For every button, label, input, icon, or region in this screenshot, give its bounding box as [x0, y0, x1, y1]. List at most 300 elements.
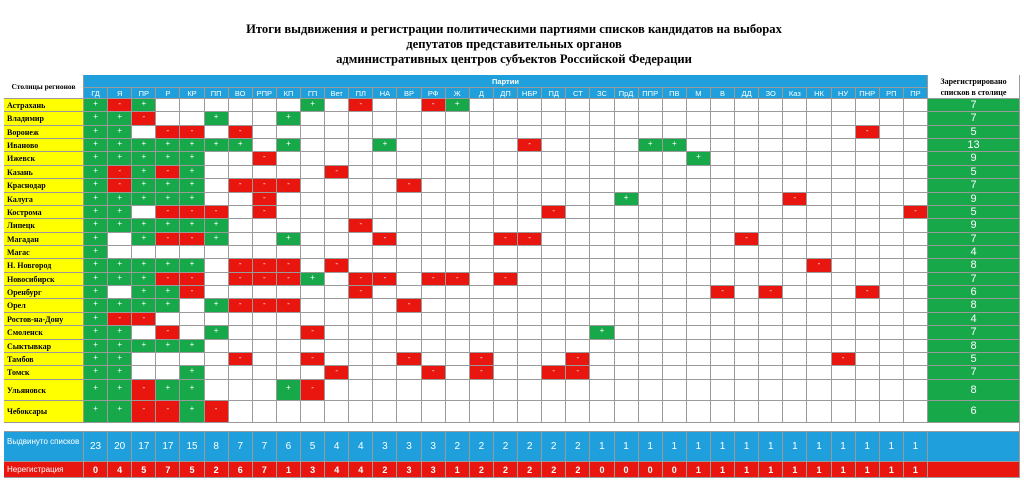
- party-cell: [663, 126, 687, 139]
- party-header: ДД: [735, 88, 759, 99]
- party-cell: [397, 99, 421, 112]
- party-cell: -: [397, 353, 421, 366]
- party-cell: -: [277, 299, 301, 312]
- party-cell: [615, 286, 639, 299]
- party-cell: [422, 246, 446, 259]
- party-header: СТ: [566, 88, 590, 99]
- party-cell: [397, 206, 421, 219]
- party-cell: [542, 233, 566, 246]
- party-cell: [783, 152, 807, 165]
- party-cell: [759, 246, 783, 259]
- city-name: Чебоксары: [4, 401, 84, 423]
- party-cell: [253, 340, 277, 353]
- party-cell: +: [84, 246, 108, 259]
- party-header: ПВ: [663, 88, 687, 99]
- party-cell: [542, 179, 566, 192]
- not-registered-label: Нерегистрация: [4, 462, 84, 478]
- party-cell: [904, 193, 928, 206]
- party-cell: [518, 99, 542, 112]
- party-cell: [759, 340, 783, 353]
- party-cell: +: [156, 219, 180, 232]
- party-cell: [856, 246, 880, 259]
- party-cell: [422, 219, 446, 232]
- party-cell: +: [84, 340, 108, 353]
- party-cell: -: [301, 380, 325, 402]
- party-cell: [422, 353, 446, 366]
- party-cell: [253, 112, 277, 125]
- party-cell: [904, 219, 928, 232]
- party-cell: -: [277, 179, 301, 192]
- party-cell: [397, 233, 421, 246]
- party-cell: -: [253, 152, 277, 165]
- party-cell: [711, 179, 735, 192]
- party-cell: [832, 139, 856, 152]
- party-cell: [856, 112, 880, 125]
- party-header: РПР: [253, 88, 277, 99]
- party-cell: [856, 353, 880, 366]
- party-cell: +: [108, 299, 132, 312]
- party-cell: [397, 166, 421, 179]
- party-cell: [639, 286, 663, 299]
- party-cell: [663, 340, 687, 353]
- party-cell: [301, 112, 325, 125]
- nominated-count: 17: [156, 432, 180, 462]
- party-cell: [711, 233, 735, 246]
- party-header: ВО: [229, 88, 253, 99]
- party-cell: [277, 353, 301, 366]
- party-cell: [711, 299, 735, 312]
- party-cell: [783, 139, 807, 152]
- party-cell: +: [180, 166, 204, 179]
- party-cell: [277, 401, 301, 423]
- nominated-count: 4: [349, 432, 373, 462]
- party-cell: [711, 246, 735, 259]
- party-cell: [639, 193, 663, 206]
- party-cell: [180, 299, 204, 312]
- party-cell: [518, 380, 542, 402]
- not-registered-count: 7: [156, 462, 180, 478]
- party-cell: -: [156, 206, 180, 219]
- party-cell: [590, 139, 614, 152]
- city-name: Владимир: [4, 112, 84, 125]
- party-cell: +: [132, 299, 156, 312]
- party-cell: +: [590, 326, 614, 339]
- party-cell: [373, 193, 397, 206]
- party-cell: [566, 313, 590, 326]
- party-cell: [590, 313, 614, 326]
- party-cell: [856, 273, 880, 286]
- party-cell: +: [156, 139, 180, 152]
- nominated-count: 4: [325, 432, 349, 462]
- party-cell: [783, 273, 807, 286]
- party-cell: -: [422, 366, 446, 379]
- party-cell: [373, 112, 397, 125]
- not-registered-count: 1: [856, 462, 880, 478]
- party-cell: [735, 401, 759, 423]
- registered-count: 4: [928, 246, 1020, 259]
- party-cell: [807, 179, 831, 192]
- party-cell: [108, 246, 132, 259]
- party-cell: [880, 206, 904, 219]
- party-cell: [494, 299, 518, 312]
- party-cell: [446, 193, 470, 206]
- party-header: В: [711, 88, 735, 99]
- party-cell: [615, 380, 639, 402]
- party-cell: [832, 273, 856, 286]
- party-cell: [349, 126, 373, 139]
- nominated-label: Выдвинуто списков: [4, 432, 84, 462]
- party-cell: +: [108, 152, 132, 165]
- party-cell: [687, 139, 711, 152]
- party-cell: [663, 193, 687, 206]
- party-cell: [253, 366, 277, 379]
- party-cell: [470, 401, 494, 423]
- party-cell: [470, 112, 494, 125]
- party-cell: [856, 259, 880, 272]
- party-cell: +: [132, 152, 156, 165]
- party-cell: [783, 99, 807, 112]
- party-cell: +: [446, 99, 470, 112]
- nominated-count: 7: [229, 432, 253, 462]
- party-cell: +: [205, 299, 229, 312]
- party-cell: [687, 380, 711, 402]
- party-cell: [180, 313, 204, 326]
- city-name: Сыктывкар: [4, 340, 84, 353]
- party-cell: [759, 193, 783, 206]
- party-header: ППР: [639, 88, 663, 99]
- party-cell: [494, 206, 518, 219]
- party-cell: -: [229, 259, 253, 272]
- party-cell: [542, 340, 566, 353]
- party-cell: [880, 259, 904, 272]
- not-registered-count: 2: [494, 462, 518, 478]
- party-cell: -: [180, 206, 204, 219]
- party-cell: +: [180, 219, 204, 232]
- party-cell: [205, 340, 229, 353]
- party-cell: [856, 99, 880, 112]
- party-cell: [663, 166, 687, 179]
- party-cell: [832, 99, 856, 112]
- party-cell: [687, 99, 711, 112]
- party-cell: +: [687, 152, 711, 165]
- party-cell: [277, 219, 301, 232]
- party-cell: +: [132, 233, 156, 246]
- party-cell: +: [132, 286, 156, 299]
- party-cell: [566, 152, 590, 165]
- party-cell: [422, 166, 446, 179]
- party-cell: [397, 112, 421, 125]
- party-cell: [615, 273, 639, 286]
- party-header: ПП: [205, 88, 229, 99]
- party-cell: [783, 313, 807, 326]
- party-cell: [253, 353, 277, 366]
- party-cell: [205, 166, 229, 179]
- not-registered-count: 2: [518, 462, 542, 478]
- party-cell: [301, 179, 325, 192]
- party-cell: [205, 380, 229, 402]
- party-cell: [590, 166, 614, 179]
- party-cell: [518, 152, 542, 165]
- party-cell: -: [229, 179, 253, 192]
- party-cell: [783, 326, 807, 339]
- nominated-count: 2: [494, 432, 518, 462]
- party-cell: +: [180, 401, 204, 423]
- party-cell: [566, 126, 590, 139]
- party-cell: [373, 152, 397, 165]
- party-cell: [663, 353, 687, 366]
- party-cell: -: [277, 259, 301, 272]
- party-cell: [615, 326, 639, 339]
- party-cell: [904, 313, 928, 326]
- party-cell: [639, 401, 663, 423]
- party-cell: [615, 112, 639, 125]
- party-header: М: [687, 88, 711, 99]
- party-cell: [132, 206, 156, 219]
- party-cell: [446, 219, 470, 232]
- party-cell: [687, 193, 711, 206]
- party-cell: [229, 233, 253, 246]
- party-cell: [518, 112, 542, 125]
- party-cell: [832, 380, 856, 402]
- party-cell: [880, 139, 904, 152]
- party-cell: -: [446, 273, 470, 286]
- party-cell: [639, 259, 663, 272]
- party-cell: +: [205, 219, 229, 232]
- party-cell: [325, 126, 349, 139]
- city-name: Орел: [4, 299, 84, 312]
- party-cell: [880, 299, 904, 312]
- city-name: Смоленск: [4, 326, 84, 339]
- party-cell: [880, 166, 904, 179]
- party-cell: [639, 206, 663, 219]
- party-cell: [807, 380, 831, 402]
- party-cell: +: [229, 139, 253, 152]
- party-cell: [156, 246, 180, 259]
- party-cell: [880, 326, 904, 339]
- party-cell: [422, 206, 446, 219]
- party-cell: [156, 99, 180, 112]
- party-cell: -: [180, 126, 204, 139]
- party-cell: -: [349, 219, 373, 232]
- party-cell: [880, 401, 904, 423]
- party-cell: [663, 219, 687, 232]
- party-cell: [832, 233, 856, 246]
- party-cell: -: [132, 401, 156, 423]
- party-cell: [446, 299, 470, 312]
- party-cell: +: [277, 233, 301, 246]
- party-cell: +: [180, 366, 204, 379]
- party-cell: [470, 299, 494, 312]
- party-cell: [446, 326, 470, 339]
- party-cell: [229, 206, 253, 219]
- party-cell: [277, 326, 301, 339]
- party-cell: [301, 299, 325, 312]
- party-cell: [205, 193, 229, 206]
- party-cell: [687, 166, 711, 179]
- party-cell: [325, 179, 349, 192]
- party-cell: [349, 112, 373, 125]
- party-cell: [904, 166, 928, 179]
- party-cell: [325, 246, 349, 259]
- party-cell: +: [108, 126, 132, 139]
- party-cell: [205, 126, 229, 139]
- party-cell: [687, 259, 711, 272]
- party-header: Я: [108, 88, 132, 99]
- party-cell: [325, 112, 349, 125]
- party-cell: [783, 340, 807, 353]
- party-cell: -: [735, 233, 759, 246]
- party-cell: +: [108, 340, 132, 353]
- party-cell: +: [373, 139, 397, 152]
- title-line-1: Итоги выдвижения и регистрации политическими партиями списков кандидатов на выборах: [246, 22, 782, 36]
- party-cell: -: [349, 273, 373, 286]
- party-cell: -: [856, 286, 880, 299]
- party-cell: [397, 340, 421, 353]
- party-cell: [856, 340, 880, 353]
- party-cell: [301, 401, 325, 423]
- party-cell: -: [807, 259, 831, 272]
- party-cell: [277, 126, 301, 139]
- party-cell: -: [566, 353, 590, 366]
- nominated-count: 3: [373, 432, 397, 462]
- party-cell: -: [180, 286, 204, 299]
- party-cell: [253, 326, 277, 339]
- party-cell: [349, 246, 373, 259]
- party-cell: [397, 380, 421, 402]
- party-cell: -: [397, 179, 421, 192]
- party-cell: -: [373, 273, 397, 286]
- party-cell: [687, 112, 711, 125]
- party-cell: [832, 259, 856, 272]
- party-cell: [735, 152, 759, 165]
- party-cell: [373, 353, 397, 366]
- party-cell: [735, 299, 759, 312]
- party-header: ГД: [84, 88, 108, 99]
- party-cell: [277, 340, 301, 353]
- party-cell: [229, 166, 253, 179]
- party-cell: [711, 326, 735, 339]
- party-cell: [446, 259, 470, 272]
- party-cell: +: [301, 99, 325, 112]
- party-cell: [422, 286, 446, 299]
- party-cell: [542, 299, 566, 312]
- chart-title: [4, 22, 1024, 67]
- party-cell: [711, 219, 735, 232]
- party-cell: [880, 179, 904, 192]
- party-cell: [783, 299, 807, 312]
- not-registered-count: 2: [542, 462, 566, 478]
- not-registered-count: 1: [277, 462, 301, 478]
- party-cell: [880, 233, 904, 246]
- party-cell: -: [253, 259, 277, 272]
- party-cell: [639, 166, 663, 179]
- party-cell: +: [108, 112, 132, 125]
- party-cell: [470, 126, 494, 139]
- party-cell: [301, 313, 325, 326]
- party-cell: +: [84, 313, 108, 326]
- city-name: Оренбург: [4, 286, 84, 299]
- party-cell: [422, 152, 446, 165]
- registered-count: 5: [928, 166, 1020, 179]
- registered-count: 7: [928, 273, 1020, 286]
- party-cell: +: [132, 179, 156, 192]
- party-cell: +: [156, 152, 180, 165]
- party-cell: [735, 193, 759, 206]
- party-cell: [663, 233, 687, 246]
- party-cell: [759, 313, 783, 326]
- party-cell: [373, 326, 397, 339]
- party-cell: -: [205, 401, 229, 423]
- party-cell: -: [229, 126, 253, 139]
- party-cell: [904, 286, 928, 299]
- party-cell: -: [518, 139, 542, 152]
- party-cell: +: [205, 326, 229, 339]
- party-cell: [373, 219, 397, 232]
- city-name: Магас: [4, 246, 84, 259]
- party-cell: [446, 286, 470, 299]
- party-cell: [687, 401, 711, 423]
- party-cell: [663, 152, 687, 165]
- party-cell: [856, 206, 880, 219]
- not-registered-count: 1: [880, 462, 904, 478]
- party-cell: [397, 246, 421, 259]
- party-cell: [639, 246, 663, 259]
- party-cell: [446, 152, 470, 165]
- city-name: Липецк: [4, 219, 84, 232]
- party-cell: [277, 366, 301, 379]
- party-cell: [735, 353, 759, 366]
- registered-count: 9: [928, 152, 1020, 165]
- party-cell: [832, 299, 856, 312]
- party-cell: [904, 246, 928, 259]
- party-cell: [615, 219, 639, 232]
- party-cell: [494, 353, 518, 366]
- party-cell: [229, 193, 253, 206]
- party-cell: [397, 313, 421, 326]
- party-cell: [832, 166, 856, 179]
- party-cell: [373, 126, 397, 139]
- party-cell: [663, 380, 687, 402]
- party-cell: [687, 273, 711, 286]
- party-cell: [807, 166, 831, 179]
- party-header: ГП: [301, 88, 325, 99]
- party-cell: [253, 139, 277, 152]
- registered-count: 7: [928, 233, 1020, 246]
- party-cell: [783, 233, 807, 246]
- party-cell: [229, 112, 253, 125]
- registered-count: 7: [928, 112, 1020, 125]
- party-cell: [253, 246, 277, 259]
- party-cell: [566, 273, 590, 286]
- nominated-count: 8: [205, 432, 229, 462]
- party-cell: [590, 206, 614, 219]
- party-cell: [735, 286, 759, 299]
- party-cell: [301, 233, 325, 246]
- party-cell: [880, 126, 904, 139]
- city-name: Ульяновск: [4, 380, 84, 402]
- nominated-count: 1: [663, 432, 687, 462]
- nominated-count: 1: [856, 432, 880, 462]
- party-cell: [325, 99, 349, 112]
- party-cell: [301, 126, 325, 139]
- party-cell: +: [180, 380, 204, 402]
- party-cell: [373, 166, 397, 179]
- party-cell: [518, 259, 542, 272]
- party-cell: [470, 166, 494, 179]
- party-cell: [470, 219, 494, 232]
- nominated-filler: [928, 432, 1020, 462]
- party-cell: +: [180, 340, 204, 353]
